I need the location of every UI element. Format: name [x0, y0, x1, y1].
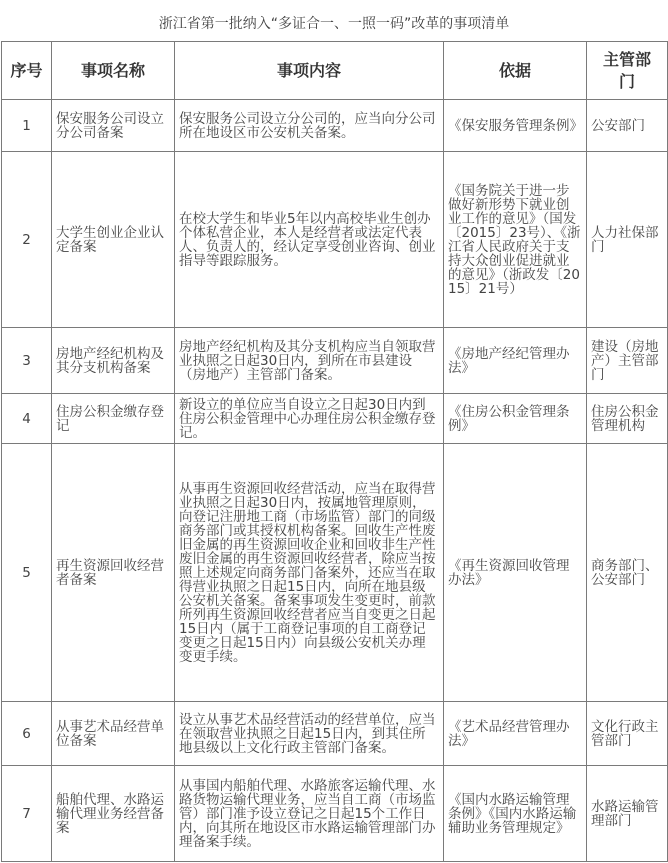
row-name: 保安服务公司设立分公司备案 — [52, 100, 175, 152]
row-dept: 公安部门 — [587, 100, 668, 152]
row-no: 5 — [2, 444, 52, 702]
row-content: 新设立的单位应当自设立之日起30日内到住房公积金管理中心办理住房公积金缴存登记。 — [175, 394, 444, 444]
row-content: 保安服务公司设立分公司的，应当向分公司所在地设区市公安机关备案。 — [175, 100, 444, 152]
row-name: 住房公积金缴存登记 — [52, 394, 175, 444]
row-basis: 《住房公积金管理条例》 — [444, 394, 587, 444]
row-name: 船舶代理、水路运输代理业务经营备案 — [52, 766, 175, 862]
table-header-row — [2, 42, 668, 100]
table-row — [2, 766, 668, 862]
table-row — [2, 328, 668, 394]
page-title: 浙江省第一批纳入“多证合一、一照一码”改革的事项清单 — [158, 16, 510, 32]
header-no: 序号 — [2, 42, 52, 100]
row-basis: 《国务院关于进一步做好新形势下就业创业工作的意见》（国发〔2015〕23号）、《浙江省人民政府关于支持大众创业促进就业的意见》（浙政发〔2015〕21号） — [444, 152, 587, 328]
row-dept: 建设（房地产）主管部门 — [587, 328, 668, 394]
row-name: 大学生创业企业认定备案 — [52, 152, 175, 328]
row-content: 从事再生资源回收经营活动，应当在取得营业执照之日起30日内，按属地管理原则，向登记注册地工商（市场监管）部门的同级商务部门或其授权机构备案。回收生产性废旧金属的再生资源回收企业和回收非生产性废旧金属的再生资源回收经营者，除应当按照上述规定向商务部门备案外，还应当在取得营业执照之日起15日内，向所在地县级公安机关备案。备案事项发生变更时，前款所列再生资源回收经营者应当自变更之日起15日内（属于工商登记事项的自工商登记变更之日起15日内）向县级公安机关办理变更手续。 — [175, 444, 444, 702]
row-content: 从事国内船舶代理、水路旅客运输代理、水路货物运输代理业务，应当自工商（市场监管）部门准予设立登记之日起15个工作日内，向其所在地设区市水路运输管理部门办理备案手续。 — [175, 766, 444, 862]
row-basis: 《房地产经纪管理办法》 — [444, 328, 587, 394]
row-no: 1 — [2, 100, 52, 152]
row-dept: 文化行政主管部门 — [587, 702, 668, 766]
row-content: 在校大学生和毕业5年以内高校毕业生创办个体私营企业，本人是经营者或法定代表人、负责人的，经认定享受创业咨询、创业指导等跟踪服务。 — [175, 152, 444, 328]
row-name: 从事艺术品经营单位备案 — [52, 702, 175, 766]
row-name: 房地产经纪机构及其分支机构备案 — [52, 328, 175, 394]
table-row — [2, 394, 668, 444]
row-dept: 水路运输管理部门 — [587, 766, 668, 862]
row-no: 3 — [2, 328, 52, 394]
header-content: 事项内容 — [175, 42, 444, 100]
row-dept: 人力社保部门 — [587, 152, 668, 328]
table-row — [2, 444, 668, 702]
header-basis: 依据 — [444, 42, 587, 100]
row-dept: 住房公积金管理机构 — [587, 394, 668, 444]
row-dept: 商务部门、公安部门 — [587, 444, 668, 702]
row-content: 房地产经纪机构及其分支机构应当自领取营业执照之日起30日内，到所在市县建设（房地产）主管部门备案。 — [175, 328, 444, 394]
row-basis: 《艺术品经营管理办法》 — [444, 702, 587, 766]
row-no: 7 — [2, 766, 52, 862]
row-basis: 《再生资源回收管理办法》 — [444, 444, 587, 702]
row-no: 4 — [2, 394, 52, 444]
table-row — [2, 152, 668, 328]
table-row — [2, 702, 668, 766]
row-basis: 《保安服务管理条例》 — [444, 100, 587, 152]
header-name: 事项名称 — [52, 42, 175, 100]
header-dept: 主管部门 — [587, 42, 668, 100]
row-basis: 《国内水路运输管理条例》《国内水路运输辅助业务管理规定》 — [444, 766, 587, 862]
table-row — [2, 100, 668, 152]
row-content: 设立从事艺术品经营活动的经营单位，应当在领取营业执照之日起15日内，到其住所地县级以上文化行政主管部门备案。 — [175, 702, 444, 766]
row-no: 2 — [2, 152, 52, 328]
row-no: 6 — [2, 702, 52, 766]
row-name: 再生资源回收经营者备案 — [52, 444, 175, 702]
items-table — [1, 41, 668, 862]
